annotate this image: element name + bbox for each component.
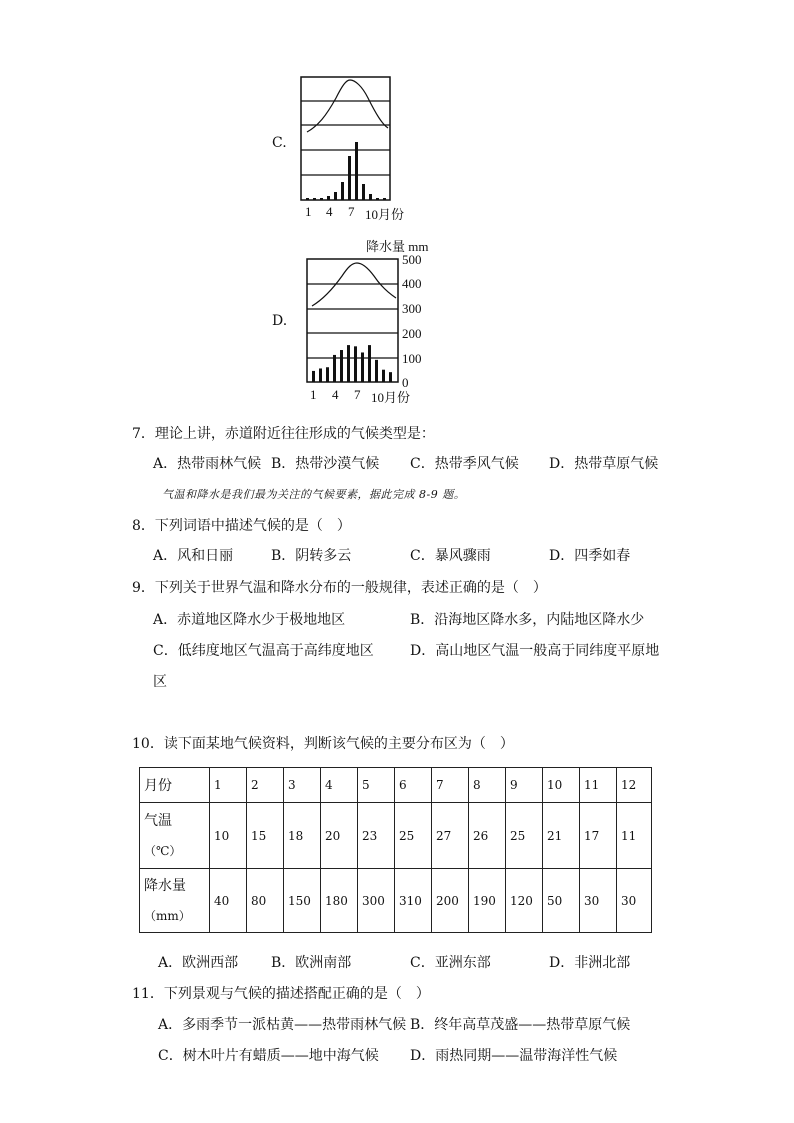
table-cell: 120 [506, 869, 543, 933]
table-header-month: 月份 [140, 768, 210, 803]
q11-option-b[interactable]: B．终年高草茂盛——热带草原气候 [410, 1017, 631, 1033]
table-cell: 27 [432, 803, 469, 869]
chart-d-ytick-300: 300 [402, 301, 422, 316]
instruction-note: 气温和降水是我们最为关注的气候要素，据此完成 8-9 题。 [162, 488, 466, 501]
option-d-label: D. [272, 313, 288, 329]
chart-d-ytick-400: 400 [402, 276, 422, 291]
table-cell: 3 [284, 768, 321, 803]
table-cell: 5 [358, 768, 395, 803]
table-cell: 8 [469, 768, 506, 803]
table-cell: 12 [617, 768, 652, 803]
q7-option-c[interactable]: C．热带季风气候 [410, 456, 519, 472]
chart-d-gridlines [307, 284, 398, 358]
q11-stem: 11．下列景观与气候的描述搭配正确的是（ ） [132, 986, 430, 1002]
table-row-months [140, 768, 652, 803]
chart-c-bar-month-8 [355, 142, 358, 200]
chart-c-bar-month-7 [348, 156, 351, 200]
chart-c-bar-month-11 [376, 198, 379, 200]
chart-d-bar-month-10 [375, 360, 378, 382]
table-cell: 6 [395, 768, 432, 803]
table-cell: 180 [321, 869, 358, 933]
chart-c-bar-month-3 [320, 198, 323, 200]
table-cell: 25 [506, 803, 543, 869]
chart-c-xtick-4: 4 [326, 204, 333, 219]
climate-chart-d [306, 258, 400, 384]
q9-option-d-continued: 区 [153, 674, 167, 690]
chart-d-bar-month-1 [312, 371, 315, 382]
table-cell: 4 [321, 768, 358, 803]
chart-c-temperature-curve [307, 80, 388, 132]
q8-option-c[interactable]: C．暴风骤雨 [410, 548, 491, 564]
table-cell: 21 [543, 803, 580, 869]
q7-option-d[interactable]: D．热带草原气候 [549, 456, 659, 472]
table-cell: 9 [506, 768, 543, 803]
chart-d-bar-month-3 [326, 367, 329, 382]
chart-d-xtick-7: 7 [354, 387, 361, 402]
table-cell: 30 [617, 869, 652, 933]
q10-option-c[interactable]: C．亚洲东部 [410, 955, 491, 971]
table-row-precipitation [140, 869, 652, 933]
chart-c-bar-month-10 [369, 194, 372, 200]
chart-c-bar-month-1 [306, 198, 309, 200]
q7-option-b[interactable]: B．热带沙漠气候 [271, 456, 380, 472]
table-cell: 200 [432, 869, 469, 933]
table-cell: 50 [543, 869, 580, 933]
chart-d-bar-month-5 [340, 350, 343, 382]
table-cell: 11 [617, 803, 652, 869]
q8-option-d[interactable]: D．四季如春 [549, 548, 631, 564]
chart-c-frame [301, 77, 390, 200]
table-cell: 150 [284, 869, 321, 933]
table-row-temperature [140, 803, 652, 869]
q11-option-a[interactable]: A．多雨季节一派枯黄——热带雨林气候 [158, 1017, 407, 1033]
q10-option-d[interactable]: D．非洲北部 [549, 955, 631, 971]
q9-option-b[interactable]: B．沿海地区降水多，内陆地区降水少 [410, 612, 645, 628]
q8-stem: 8．下列词语中描述气候的是（ ） [132, 518, 351, 534]
chart-d-bar-month-9 [368, 345, 371, 382]
chart-c-bar-month-4 [327, 196, 330, 200]
chart-d-bar-month-11 [382, 370, 385, 382]
q8-option-a[interactable]: A．风和日丽 [153, 548, 234, 564]
option-c-label: C. [272, 135, 287, 151]
q10-option-b[interactable]: B．欧洲南部 [271, 955, 352, 971]
chart-d-frame [307, 259, 398, 382]
chart-d-xtick-10: 10月份 [371, 390, 411, 405]
q7-stem: 7．理论上讲，赤道附近往往形成的气候类型是： [132, 426, 435, 442]
table-cell: 25 [395, 803, 432, 869]
chart-c-xtick-7: 7 [348, 204, 355, 219]
table-cell: 310 [395, 869, 432, 933]
chart-d-xtick-4: 4 [332, 387, 339, 402]
chart-d-bar-month-12 [389, 372, 392, 382]
table-cell: 30 [580, 869, 617, 933]
chart-d-ytick-0: 0 [402, 375, 409, 390]
q9-stem: 9．下列关于世界气温和降水分布的一般规律，表述正确的是（ ） [132, 580, 547, 596]
chart-d-ytick-500: 500 [402, 252, 422, 267]
q9-option-d[interactable]: D．高山地区气温一般高于同纬度平原地 [410, 643, 660, 659]
chart-c-bar-month-2 [313, 198, 316, 200]
q10-stem: 10．读下面某地气候资料，判断该气候的主要分布区为（ ） [132, 736, 514, 752]
chart-d-ytick-100: 100 [402, 351, 422, 366]
climate-data-table [139, 767, 652, 933]
table-cell: 11 [580, 768, 617, 803]
chart-c-gridlines [301, 101, 390, 175]
table-cell: 190 [469, 869, 506, 933]
chart-d-ylabel: 降水量 mm [366, 239, 429, 254]
chart-d-bar-month-6 [347, 345, 350, 382]
chart-c-bar-month-5 [334, 192, 337, 200]
table-cell: 15 [247, 803, 284, 869]
q11-option-c[interactable]: C．树木叶片有蜡质——地中海气候 [158, 1048, 379, 1064]
table-cell: 10 [543, 768, 580, 803]
q9-option-a[interactable]: A．赤道地区降水少于极地地区 [153, 612, 346, 628]
table-cell: 26 [469, 803, 506, 869]
chart-d-bar-month-8 [361, 352, 364, 382]
chart-c-bar-month-12 [383, 198, 386, 200]
chart-d-bar-month-2 [319, 368, 322, 382]
table-cell: 1 [210, 768, 247, 803]
chart-d-ytick-200: 200 [402, 326, 422, 341]
table-header-precipitation: 降水量 （mm） [140, 869, 210, 933]
chart-c-xtick-10: 10月份 [365, 207, 405, 222]
table-cell: 23 [358, 803, 395, 869]
table-cell: 80 [247, 869, 284, 933]
climate-chart-c [300, 76, 392, 202]
q7-option-a[interactable]: A．热带雨林气候 [153, 456, 262, 472]
q8-option-b[interactable]: B．阴转多云 [271, 548, 352, 564]
chart-c-xtick-1: 1 [305, 204, 312, 219]
q10-option-a[interactable]: A．欧洲西部 [158, 955, 239, 971]
chart-c-bar-month-6 [341, 182, 344, 200]
q9-option-c[interactable]: C．低纬度地区气温高于高纬度地区 [153, 643, 374, 659]
chart-d-xtick-1: 1 [310, 387, 317, 402]
table-header-temperature: 气温 （℃） [140, 803, 210, 869]
table-cell: 20 [321, 803, 358, 869]
chart-d-bar-month-4 [333, 355, 336, 382]
table-cell: 7 [432, 768, 469, 803]
chart-d-bar-month-7 [354, 346, 357, 382]
table-cell: 18 [284, 803, 321, 869]
table-cell: 17 [580, 803, 617, 869]
table-cell: 300 [358, 869, 395, 933]
table-cell: 2 [247, 768, 284, 803]
q11-option-d[interactable]: D．雨热同期——温带海洋性气候 [410, 1048, 618, 1064]
table-cell: 10 [210, 803, 247, 869]
chart-c-bar-month-9 [362, 184, 365, 200]
table-cell: 40 [210, 869, 247, 933]
